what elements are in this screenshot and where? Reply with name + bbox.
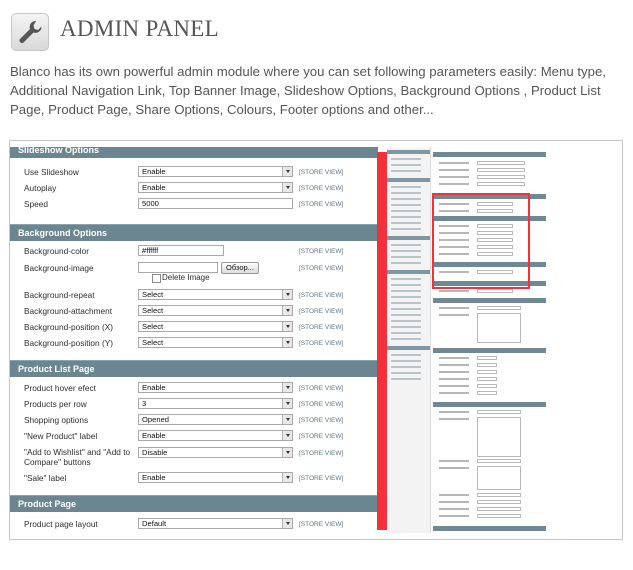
background-image-label: Background-image bbox=[24, 263, 94, 273]
section-header-background: Background Options bbox=[10, 224, 378, 241]
shopping-options-label: Shopping options bbox=[24, 415, 89, 425]
admin-sidebar-thumbnail bbox=[387, 148, 431, 533]
store-view-scope: [STORE VIEW] bbox=[299, 433, 344, 440]
chevron-down-icon bbox=[286, 434, 290, 437]
product-page-layout-select[interactable]: Default bbox=[138, 518, 293, 529]
highlight-rectangle bbox=[432, 193, 530, 289]
background-position-y-select[interactable]: Select bbox=[138, 337, 293, 348]
background-attachment-label: Background-attachment bbox=[24, 306, 113, 316]
section-header-product-list: Product List Page bbox=[10, 360, 378, 377]
wishlist-compare-select[interactable]: Disable bbox=[138, 447, 293, 458]
background-color-input[interactable]: #ffffff bbox=[138, 245, 224, 256]
store-view-scope: [STORE VIEW] bbox=[299, 169, 344, 176]
store-view-scope: [STORE VIEW] bbox=[299, 292, 344, 299]
use-slideshow-label: Use Slideshow bbox=[24, 167, 79, 177]
store-view-scope: [STORE VIEW] bbox=[299, 340, 344, 347]
intro-text: Blanco has its own powerful admin module where you can set following parameters easily: Menu type, Additional Navigation Link, Top Banner Image, Slideshow Options, Background Options , Product List Page, Product Page, Share Options, Colours, Footer options and other... bbox=[10, 64, 606, 117]
products-per-row-select[interactable]: 3 bbox=[138, 398, 293, 409]
sale-label-select[interactable]: Enable bbox=[138, 472, 293, 483]
background-position-x-select[interactable]: Select bbox=[138, 321, 293, 332]
products-per-row-label: Products per row bbox=[24, 399, 87, 409]
background-color-label: Background-color bbox=[24, 246, 90, 256]
shopping-options-select[interactable]: Opened bbox=[138, 414, 293, 425]
background-image-file-input[interactable] bbox=[138, 262, 218, 273]
wishlist-compare-label-line2: Compare" buttons bbox=[24, 457, 91, 467]
browse-button[interactable]: Обзор... bbox=[221, 262, 259, 274]
wrench-icon bbox=[11, 13, 49, 51]
store-view-scope: [STORE VIEW] bbox=[299, 201, 344, 208]
background-repeat-select[interactable]: Select bbox=[138, 289, 293, 300]
store-view-scope: [STORE VIEW] bbox=[299, 308, 344, 315]
background-repeat-label: Background-repeat bbox=[24, 290, 95, 300]
wishlist-compare-label-line1: "Add to Wishlist" and "Add to bbox=[24, 447, 131, 457]
store-view-scope: [STORE VIEW] bbox=[299, 521, 344, 528]
use-slideshow-select[interactable]: Enable bbox=[138, 166, 293, 177]
page-title: ADMIN PANEL bbox=[60, 16, 219, 41]
store-view-scope: [STORE VIEW] bbox=[299, 475, 344, 482]
store-view-scope: [STORE VIEW] bbox=[299, 417, 344, 424]
store-view-scope: [STORE VIEW] bbox=[299, 324, 344, 331]
chevron-down-icon bbox=[286, 170, 290, 173]
background-position-y-label: Background-position (Y) bbox=[24, 338, 114, 348]
chevron-down-icon bbox=[286, 451, 290, 454]
store-view-scope: [STORE VIEW] bbox=[299, 450, 344, 457]
delete-image-checkbox[interactable] bbox=[152, 274, 161, 283]
autoplay-select[interactable]: Enable bbox=[138, 182, 293, 193]
chevron-down-icon bbox=[286, 293, 290, 296]
background-attachment-select[interactable]: Select bbox=[138, 305, 293, 316]
section-header-product-page: Product Page bbox=[10, 495, 378, 512]
store-view-scope: [STORE VIEW] bbox=[299, 385, 344, 392]
speed-input[interactable]: 5000 bbox=[138, 198, 293, 209]
autoplay-label: Autoplay bbox=[24, 183, 57, 193]
admin-form-zoomed bbox=[10, 147, 378, 533]
store-view-scope: [STORE VIEW] bbox=[299, 185, 344, 192]
chevron-down-icon bbox=[286, 418, 290, 421]
product-hover-label: Product hover efect bbox=[24, 383, 96, 393]
sale-label-label: "Sale" label bbox=[24, 473, 67, 483]
chevron-down-icon bbox=[286, 476, 290, 479]
new-product-select[interactable]: Enable bbox=[138, 430, 293, 441]
chevron-down-icon bbox=[286, 386, 290, 389]
chevron-down-icon bbox=[286, 309, 290, 312]
chevron-down-icon bbox=[286, 325, 290, 328]
background-position-x-label: Background-position (X) bbox=[24, 322, 114, 332]
product-page-layout-label: Product page layout bbox=[24, 519, 98, 529]
store-view-scope: [STORE VIEW] bbox=[299, 248, 344, 255]
product-hover-select[interactable]: Enable bbox=[138, 382, 293, 393]
speed-label: Speed bbox=[24, 199, 48, 209]
chevron-down-icon bbox=[286, 186, 290, 189]
store-view-scope: [STORE VIEW] bbox=[299, 265, 344, 272]
section-header-slideshow: Slideshow Options bbox=[10, 147, 378, 158]
chevron-down-icon bbox=[286, 522, 290, 525]
chevron-down-icon bbox=[286, 341, 290, 344]
new-product-label: "New Product" label bbox=[24, 431, 98, 441]
divider-bar bbox=[377, 152, 387, 530]
delete-image-label: Delete Image bbox=[162, 273, 210, 282]
wishlist-compare-label bbox=[24, 447, 142, 467]
chevron-down-icon bbox=[286, 402, 290, 405]
store-view-scope: [STORE VIEW] bbox=[299, 401, 344, 408]
